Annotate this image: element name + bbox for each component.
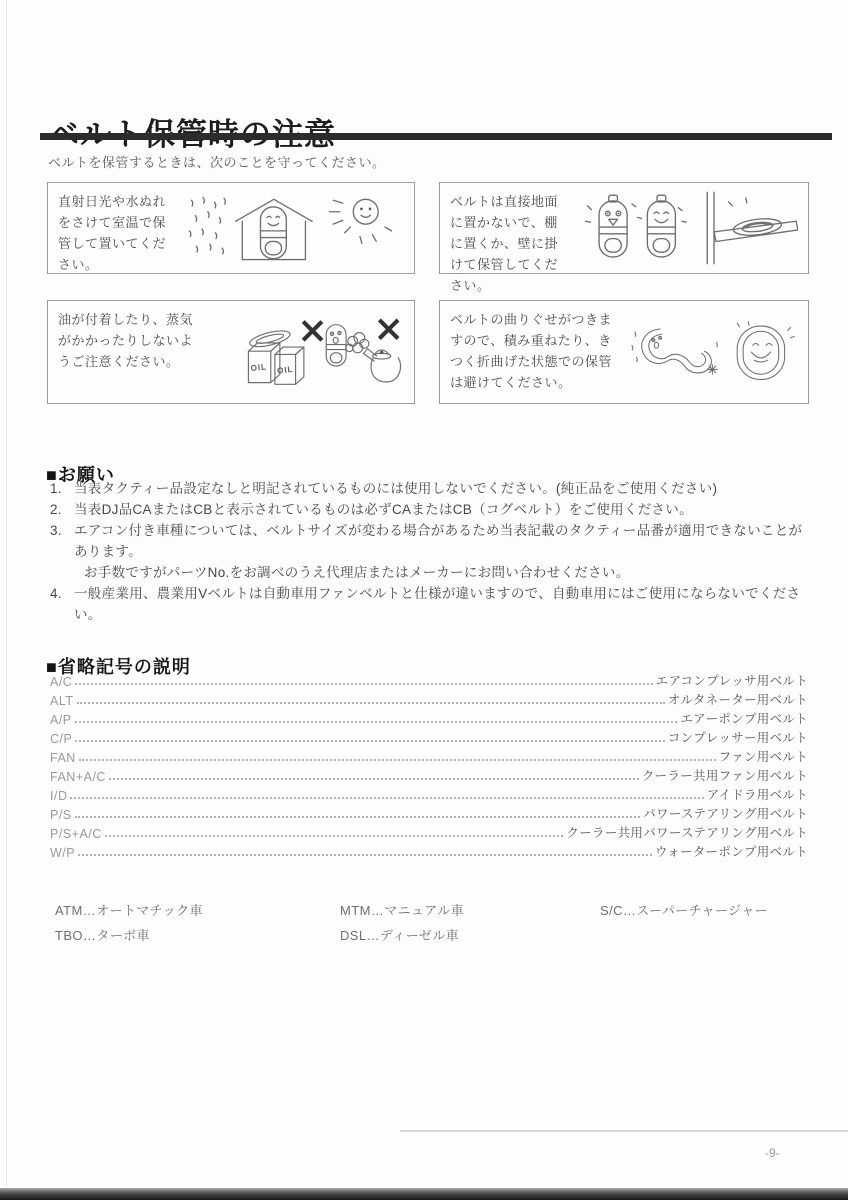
abbr-code: P/S	[50, 808, 72, 822]
oil-steam-illustration	[212, 309, 404, 395]
item-text	[74, 520, 810, 583]
x-mark-icon	[305, 323, 321, 339]
abbr-meaning: オルタネーター用ベルト	[667, 693, 808, 707]
shelf-icon	[707, 192, 798, 263]
abbreviation-row	[50, 727, 808, 746]
belt-character-icon	[599, 195, 627, 257]
dotted-leader	[79, 759, 716, 761]
note-text: ベルトの曲りぐせがつきますので、積み重ねたり、きつく折曲げた状態での保管は避けてください。	[450, 312, 613, 391]
abbr-code: P/S+A/C	[50, 827, 102, 841]
abbr-meaning: パワーステアリング用ベルト	[643, 807, 808, 821]
svg-text:OIL: OIL	[276, 364, 294, 376]
abbreviation-row	[50, 670, 808, 689]
title-underline-rule	[40, 133, 832, 140]
intro-text: ベルトを保管するときは、次のことを守ってください。	[48, 155, 386, 170]
x-mark-icon	[381, 321, 397, 337]
bent-belt-happy-belt-illustration	[626, 309, 798, 395]
sparkle-marks-icon	[737, 322, 794, 338]
burst-star-icon	[708, 365, 718, 375]
abbreviation-row	[50, 689, 808, 708]
item-text-line1: エアコン付き車種については、ベルトサイズが変わる場合があるため当表記載のタクティー品番が適用できないことがあります。	[74, 523, 803, 559]
rain-drops-icon	[190, 197, 226, 253]
abbreviation-row	[50, 765, 808, 784]
abbreviation-row	[50, 746, 808, 765]
belt-character-icon	[326, 325, 346, 366]
storage-note-boxes	[47, 182, 809, 404]
request-section-heading: ■お願い	[46, 464, 115, 485]
abbr-meaning: エアコンプレッサ用ベルト	[655, 674, 808, 688]
abbr-code: FAN	[50, 751, 76, 765]
request-item	[50, 499, 810, 520]
item-text: 当表タクティー品設定なしと明記されているものには使用しないでください。(純正品をご使用ください)	[74, 481, 718, 496]
vehicle-abbr-item: MTM…マニュアル車	[340, 903, 465, 918]
abbreviation-section-heading: ■省略記号の説明	[46, 656, 191, 677]
dotted-leader	[75, 721, 678, 723]
svg-text:OIL: OIL	[250, 362, 268, 374]
kettle-icon	[363, 349, 400, 382]
page-number: -9-	[765, 1146, 780, 1160]
item-text: 一般産業用、農業用Vベルトは自動車用ファンベルトと仕様が違いますので、自動車用にはご使用にならないでください。	[74, 586, 801, 622]
item-number: 3.	[50, 523, 62, 538]
abbr-code: A/C	[50, 675, 73, 689]
dotted-leader	[75, 683, 652, 685]
vehicle-abbreviation-legend	[55, 898, 805, 948]
vehicle-abbr-item: TBO…ターボ車	[55, 928, 150, 943]
abbreviation-row	[50, 822, 808, 841]
request-item	[50, 478, 810, 499]
item-number: 2.	[50, 502, 62, 517]
request-list	[50, 478, 810, 625]
steam-cloud-icon	[346, 333, 369, 353]
note-text: 直射日光や水ぬれをさけて室温で保管して置いてください。	[58, 194, 167, 273]
scan-fold-shadow	[400, 1130, 848, 1132]
abbr-meaning: ウォーターポンプ用ベルト	[654, 845, 808, 859]
dotted-leader	[75, 816, 641, 818]
abbreviation-row	[50, 784, 808, 803]
vehicle-abbr-item: ATM…オートマチック車	[55, 903, 203, 918]
vehicle-abbr-item: DSL…ディーゼル車	[340, 928, 459, 943]
item-number: 4.	[50, 586, 62, 601]
coiled-belt-icon	[733, 216, 783, 237]
vehicle-abbr-column	[600, 898, 805, 948]
request-item	[50, 583, 810, 625]
abbr-code: ALT	[50, 694, 74, 708]
vehicle-abbr-item: S/C…スーパーチャージャー	[600, 903, 769, 918]
request-item	[50, 520, 810, 583]
vehicle-abbr-column	[340, 898, 600, 948]
item-number: 1.	[50, 481, 62, 496]
abbr-code: I/D	[50, 789, 68, 803]
dotted-leader	[75, 740, 664, 742]
dotted-leader	[109, 778, 639, 780]
abbr-meaning: ファン用ベルト	[718, 750, 808, 764]
note-text: ベルトは直接地面に置かないで、棚に置くか、壁に掛けて保管してください。	[450, 194, 559, 294]
dotted-leader	[105, 835, 564, 837]
note-box-shelf-wall	[439, 182, 809, 294]
abbr-meaning: エアーポンプ用ベルト	[680, 712, 808, 726]
note-box-no-bending	[439, 300, 809, 404]
dotted-leader	[70, 797, 703, 799]
note-box-oil-steam	[47, 300, 415, 404]
sun-icon	[329, 199, 391, 243]
abbreviation-row	[50, 841, 808, 860]
item-text: 当表DJ品CAまたはCBと表示されているものは必ずCAまたはCB（コグベルト）をご使用ください。	[74, 502, 693, 517]
item-text-line2: お手数ですがパーツNo.をお調べのうえ代理店またはメーカーにお問い合わせください。	[84, 565, 630, 580]
dotted-leader	[77, 702, 665, 704]
note-text: 油が付着したり、蒸気がかかったりしないようご注意ください。	[58, 312, 194, 370]
scan-page-left-edge	[6, 0, 7, 1186]
abbr-meaning: アイドラ用ベルト	[706, 788, 808, 802]
abbr-meaning: コンプレッサー用ベルト	[667, 731, 808, 745]
abbreviation-row	[50, 803, 808, 822]
page-title	[48, 109, 336, 154]
abbr-code: FAN+A/C	[50, 770, 106, 784]
abbr-code: W/P	[50, 846, 76, 860]
abbr-meaning: クーラー共用ファン用ベルト	[641, 769, 808, 783]
happy-belt-character-icon	[737, 326, 784, 379]
abbreviation-row	[50, 708, 808, 727]
oil-can-icon	[275, 347, 304, 384]
house-icon	[236, 199, 313, 259]
rain-house-sun-illustration	[182, 191, 404, 265]
vehicle-abbr-column	[55, 898, 340, 948]
bent-belt-character-icon	[642, 329, 712, 373]
scan-edge-strip	[0, 1188, 848, 1200]
abbr-code: A/P	[50, 713, 72, 727]
abbr-meaning: クーラー共用パワーステアリング用ベルト	[566, 826, 808, 840]
belts-wall-shelf-illustration	[574, 191, 798, 265]
dotted-leader	[78, 854, 652, 856]
belt-character-icon	[260, 207, 286, 259]
note-box-room-temperature	[47, 182, 415, 274]
abbr-code: C/P	[50, 732, 73, 746]
abbreviation-list	[50, 670, 808, 860]
belt-character-icon	[647, 195, 675, 257]
